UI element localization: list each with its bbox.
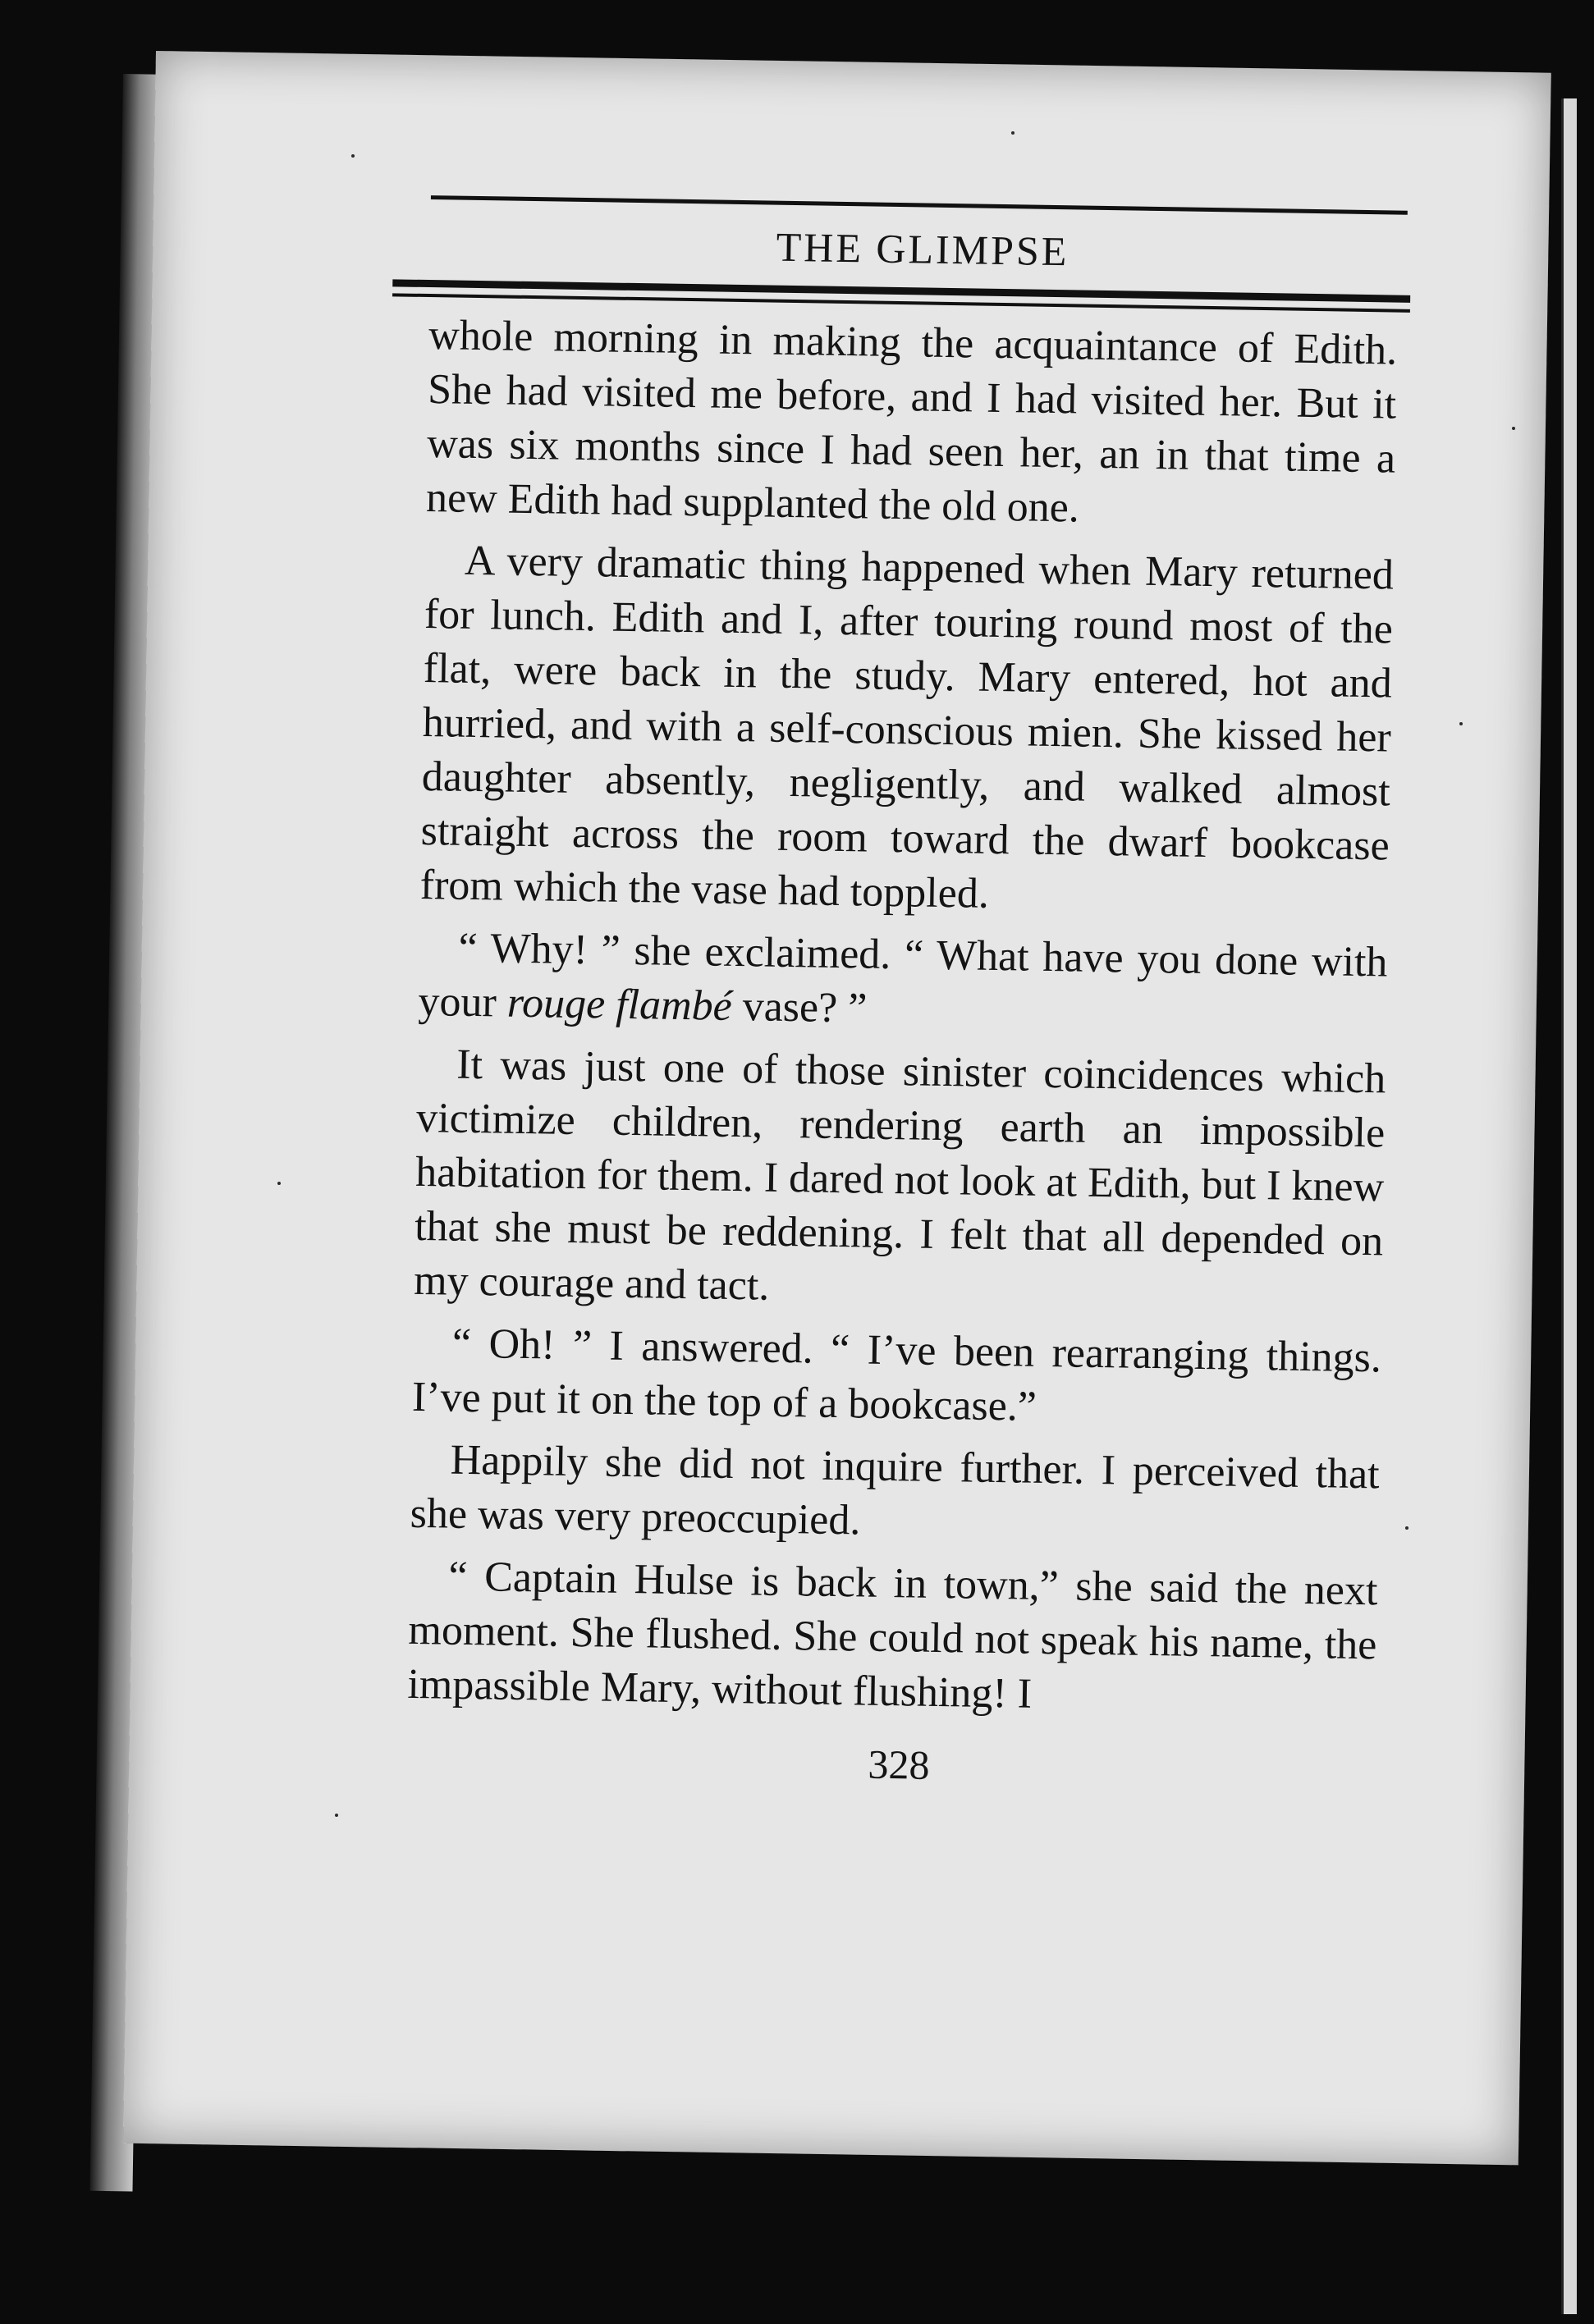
body-text: [407, 309, 1398, 1727]
paragraph-text: vase? ”: [731, 982, 868, 1032]
dust-speck: [335, 1814, 338, 1817]
paragraph-text: “ Why! ” she exclaimed. “ What have you done with your: [418, 924, 1388, 1027]
running-head: THE GLIMPSE: [776, 223, 1070, 275]
dust-speck: [1459, 722, 1463, 725]
paragraph: “ Oh! ” I answered. “ I’ve been rearranging things. I’ve put it on the top of a bookcase.”: [411, 1320, 1382, 1430]
paragraph: A very dramatic thing happened when Mary returned for lunch. Edith and I, after touring round most of the flat, were back in the study. Mary entered, hot and hurried, and with a self-conscious mien. She kissed her daughter absently, negligently, and walked almost straight across the room toward the dwarf bookcase from which the vase had toppled.: [419, 537, 1395, 917]
next-page-edge: [1561, 98, 1577, 2314]
paragraph: whole morning in making the acquaintance of Edith. She had visited me before, and I had visited her. But it was six months since I had seen her, an in that time a new Edith had supplanted the old one.: [425, 312, 1398, 532]
page-content: [246, 193, 1420, 1796]
page-number: 328: [868, 1741, 930, 1788]
paragraph: [418, 921, 1388, 1045]
paragraph: Happily she did not inquire further. I perceived that she was very preoccupied.: [410, 1436, 1381, 1544]
paragraph: “ Captain Hulse is back in town,” she said the next moment. She flushed. She could not speak his name, the impassible Mary, without flushing! I: [407, 1553, 1378, 1718]
dust-speck: [1405, 1526, 1408, 1530]
header-rule-double: [392, 279, 1410, 312]
dust-speck: [1011, 131, 1015, 135]
paragraph: It was just one of those sinister coincidences which victimize children, rendering earth an impossible habitation for them. I dared not look at Edith, but I knew that she must be reddening. I felt that all depended on my courage and tact.: [413, 1041, 1386, 1310]
dust-speck: [1512, 427, 1515, 430]
emphasis-text: rouge flambé: [506, 979, 733, 1030]
dust-speck: [351, 154, 355, 158]
